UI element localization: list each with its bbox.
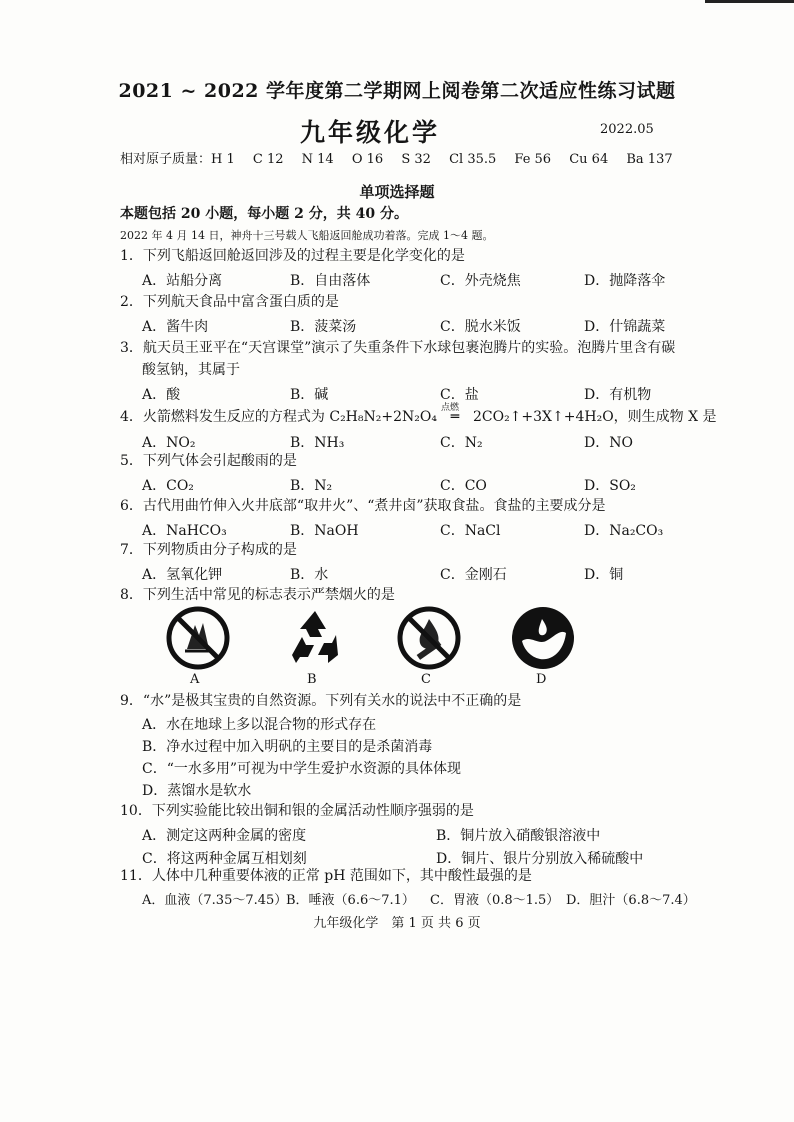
exam-date: 2022.05 (600, 122, 654, 137)
option-d[interactable]: D (536, 672, 547, 687)
option-b[interactable]: B．唾液（6.6～7.1） (286, 893, 415, 908)
option-a[interactable]: A．氢氧化钾 (142, 567, 223, 583)
option-d[interactable]: D．胆汁（6.8～7.4） (566, 893, 696, 908)
option-c[interactable]: C．“一水多用”可视为中学生爱护水资源的具体体现 (142, 761, 462, 777)
option-b[interactable]: B．净水过程中加入明矾的主要目的是杀菌消毒 (142, 739, 433, 755)
question-stem: 11．人体中几种重要体液的正常 pH 范围如下，其中酸性最强的是 (120, 868, 532, 884)
option-b[interactable]: B．N₂ (290, 478, 333, 494)
atomic-mass-item: S 32 (401, 152, 431, 167)
option-c[interactable]: C．外壳烧焦 (440, 273, 521, 289)
option-a[interactable]: A．站船分离 (142, 273, 223, 289)
atomic-mass-item: C 12 (252, 152, 284, 167)
option-d[interactable]: D．蒸馏水是软水 (142, 783, 252, 799)
option-a[interactable]: A．酸 (142, 387, 181, 403)
option-b[interactable]: B．碱 (290, 387, 329, 403)
option-d[interactable]: D．SO₂ (584, 478, 636, 494)
option-d[interactable]: D．NO (584, 435, 633, 451)
question-stem: 7．下列物质由分子构成的是 (120, 542, 297, 558)
recycle-sign-icon[interactable] (282, 605, 348, 671)
option-d[interactable]: D．抛降落伞 (584, 273, 666, 289)
option-c[interactable]: C．NaCl (440, 523, 501, 539)
option-a[interactable]: A．水在地球上多以混合物的形式存在 (142, 717, 377, 733)
option-a[interactable]: A．NO₂ (142, 435, 196, 451)
option-b[interactable]: B．NaOH (290, 523, 359, 539)
option-a[interactable]: A．测定这两种金属的密度 (142, 828, 307, 844)
option-c[interactable]: C．脱水米饭 (440, 319, 521, 335)
section-context: 2022 年 4 月 14 日，神舟十三号载人飞船返回舱成功着落。完成 1～4 题。 (120, 229, 494, 242)
option-d[interactable]: D．有机物 (584, 387, 652, 403)
question-stem: 3．航天员王亚平在“天宫课堂”演示了失重条件下水球包裹泡腾片的实验。泡腾片里含有碳 (120, 340, 676, 356)
question-stem-continued: 酸氢钠，其属于 (142, 362, 240, 378)
question-stem: 8．下列生活中常见的标志表示严禁烟火的是 (120, 587, 395, 603)
option-a[interactable]: A．酱牛肉 (142, 319, 209, 335)
option-a[interactable]: A．NaHCO₃ (142, 523, 227, 539)
reaction-arrow: 点燃 ═ (437, 408, 473, 426)
question-stem: 2．下列航天食品中富含蛋白质的是 (120, 294, 339, 310)
atomic-masses (120, 148, 687, 167)
option-a[interactable]: A．血液（7.35～7.45） (142, 893, 288, 908)
exam-title: 2021 ~ 2022 学年度第二学期网上阅卷第二次适应性练习试题 (118, 80, 676, 102)
option-b[interactable]: B．自由落体 (290, 273, 371, 289)
option-c[interactable]: C (421, 672, 431, 687)
atomic-mass-item: Cu 64 (569, 152, 609, 167)
no-fire-sign-icon[interactable] (396, 605, 462, 671)
option-c[interactable]: C．N₂ (440, 435, 483, 451)
option-d[interactable]: D．Na₂CO₃ (584, 523, 664, 539)
exam-subject: 九年级化学 (300, 118, 441, 147)
equation-right: 2CO₂↑+3X↑+4H₂O，则生成物 X 是 (472, 409, 717, 425)
option-a[interactable]: A．CO₂ (142, 478, 194, 494)
option-b[interactable]: B (307, 672, 317, 687)
option-b[interactable]: B．菠菜汤 (290, 319, 357, 335)
page-footer: 九年级化学 第 1 页 共 6 页 (313, 916, 481, 931)
option-b[interactable]: B．NH₃ (290, 435, 345, 451)
section-instructions: 本题包括 20 小题，每小题 2 分，共 40 分。 (120, 206, 408, 222)
option-c[interactable]: C．CO (440, 478, 487, 494)
option-d[interactable]: D．什锦蔬菜 (584, 319, 666, 335)
atomic-mass-item: Cl 35.5 (449, 152, 497, 167)
option-b[interactable]: B．水 (290, 567, 329, 583)
scan-edge-mark (705, 0, 794, 3)
atomic-mass-item: Ba 137 (626, 152, 673, 167)
option-d[interactable]: D．铜片、银片分别放入稀硫酸中 (436, 851, 644, 867)
question-stem: 5．下列气体会引起酸雨的是 (120, 453, 297, 469)
atomic-mass-item: 相对原子质量：H 1 (120, 152, 235, 167)
option-c[interactable]: C．盐 (440, 387, 479, 403)
option-d[interactable]: D．铜 (584, 567, 624, 583)
option-c[interactable]: C．金刚石 (440, 567, 507, 583)
question-stem: 1．下列飞船返回舱返回涉及的过程主要是化学变化的是 (120, 248, 465, 264)
atomic-mass-item: O 16 (351, 152, 384, 167)
atomic-mass-item: N 14 (301, 152, 334, 167)
atomic-mass-item: Fe 56 (514, 152, 552, 167)
question-stem: 9．“水”是极其宝贵的自然资源。下列有关水的说法中不正确的是 (120, 693, 522, 709)
question-stem: 6．古代用曲竹伸入火井底部“取井火”、“煮井卤”获取食盐。食盐的主要成分是 (120, 498, 606, 514)
no-firewood-sign-icon[interactable] (165, 605, 231, 671)
section-title: 单项选择题 (359, 183, 435, 201)
equation-left: 4．火箭燃料发生反应的方程式为 C₂H₈N₂+2N₂O₄ (120, 409, 437, 425)
option-b[interactable]: B．铜片放入硝酸银溶液中 (436, 828, 601, 844)
reaction-condition: 点燃 (440, 403, 459, 413)
question-stem: 10．下列实验能比较出铜和银的金属活动性顺序强弱的是 (120, 803, 474, 819)
option-c[interactable]: C．将这两种金属互相划刻 (142, 851, 307, 867)
option-c[interactable]: C．胃液（0.8～1.5） (430, 893, 560, 908)
option-a[interactable]: A (190, 672, 200, 687)
water-saving-sign-icon[interactable] (510, 605, 576, 671)
question-stem (120, 403, 717, 426)
